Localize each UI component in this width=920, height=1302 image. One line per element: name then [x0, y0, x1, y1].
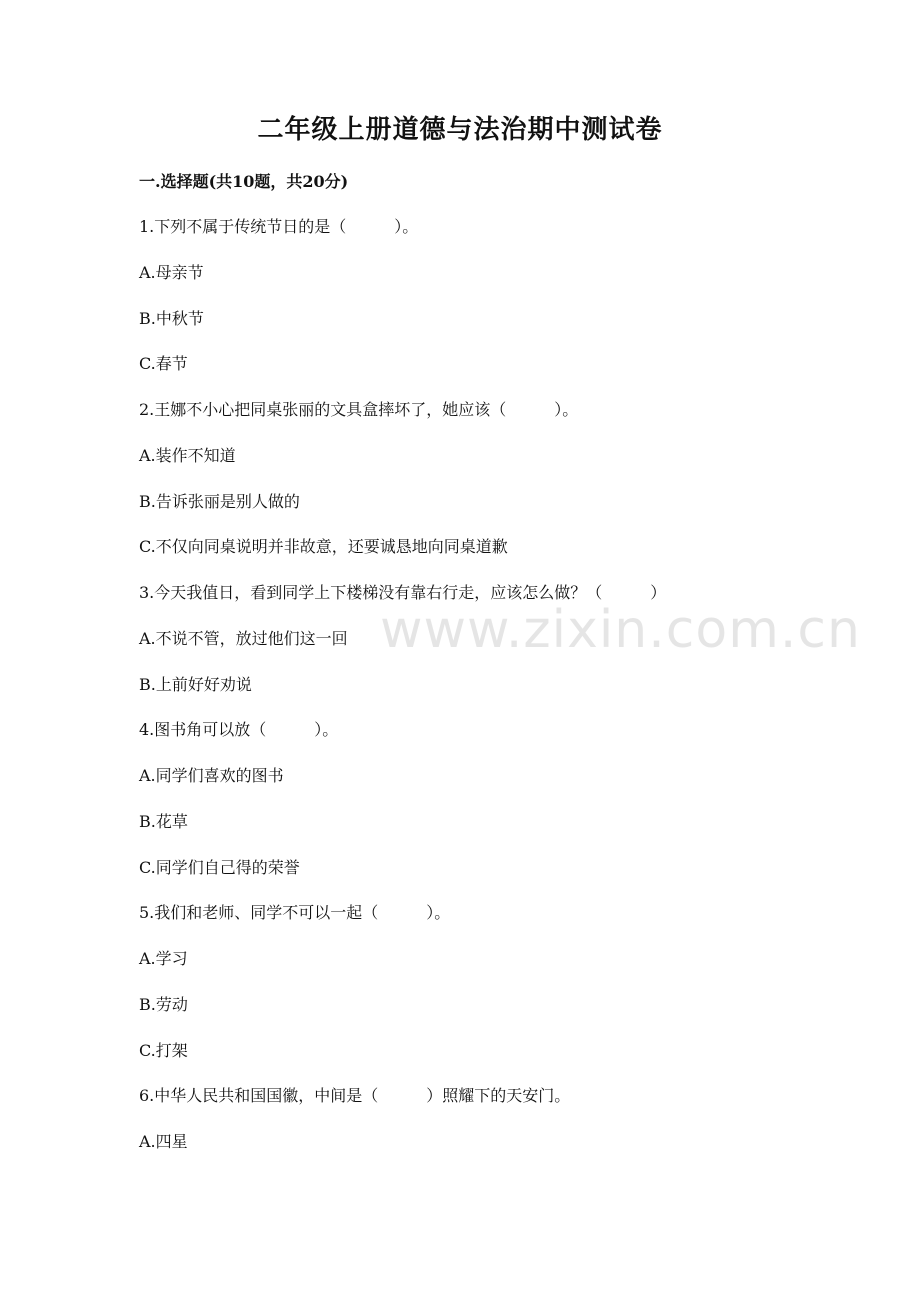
answer-option: C.同学们自己得的荣誉	[139, 857, 300, 877]
watermark: www.zixin.com.cn	[380, 600, 861, 660]
answer-option: A.母亲节	[139, 262, 204, 282]
answer-option: A.不说不管，放过他们这一回	[139, 628, 348, 648]
answer-option: C.不仅向同桌说明并非故意，还要诚恳地向同桌道歉	[139, 537, 508, 557]
answer-option: A.装作不知道	[139, 445, 236, 465]
answer-option: C.春节	[139, 354, 188, 374]
answer-option: B.上前好好劝说	[139, 674, 252, 694]
question-line: 5.我们和老师、同学不可以一起（ ）。	[139, 903, 451, 923]
page-title: 二年级上册道德与法治期中测试卷	[257, 115, 663, 145]
question-line: 1.下列不属于传统节日的是（ ）。	[139, 217, 419, 236]
question-line: 6.中华人民共和国国徽，中间是（ ）照耀下的天安门。	[139, 1086, 571, 1106]
answer-option: B.告诉张丽是别人做的	[139, 491, 300, 511]
answer-option: B.花草	[139, 811, 188, 831]
answer-option: A.四星	[139, 1132, 188, 1151]
answer-option: C.打架	[139, 1040, 188, 1060]
question-line: 2.王娜不小心把同桌张丽的文具盒摔坏了，她应该（ ）。	[139, 400, 579, 419]
answer-option: B.中秋节	[139, 308, 204, 328]
question-list	[139, 215, 839, 1176]
question-line: 4.图书角可以放（ ）。	[139, 720, 339, 740]
answer-option: A.学习	[139, 949, 188, 968]
answer-option: B.劳动	[139, 994, 188, 1014]
answer-option: A.同学们喜欢的图书	[139, 766, 284, 785]
section-heading: 一.选择题(共10题，共20分)	[139, 172, 349, 191]
question-line: 3.今天我值日，看到同学上下楼梯没有靠右行走，应该怎么做？（ ）	[139, 583, 667, 602]
